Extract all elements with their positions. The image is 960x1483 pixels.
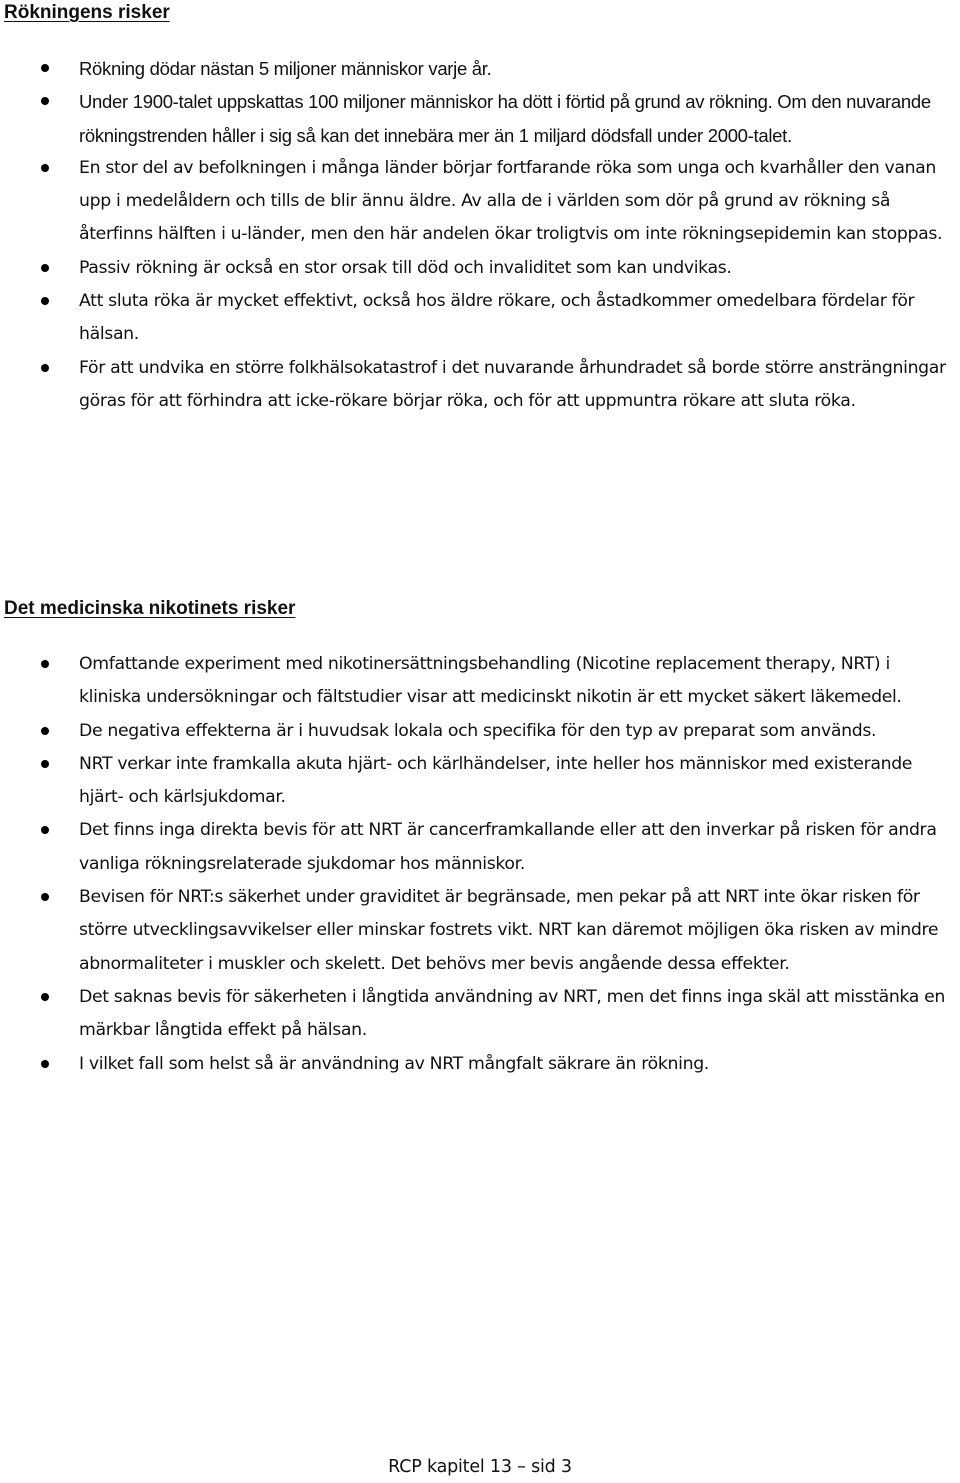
list-item: Under 1900-talet uppskattas 100 miljoner människor ha dött i förtid på grund av rökning. Om den nuvarande rökningstrenden håller i sig så kan det innebära mer än 1 miljard dödsfall under 2000-talet.	[0, 85, 956, 152]
list-item: Bevisen för NRT:s säkerhet under graviditet är begränsade, men pekar på att NRT inte ökar risken för större utvecklingsavvikelser eller minskar fostrets vikt. NRT kan däremot möjligen öka risken av mindre abnormaliteter i muskler och skelett. Det behövs mer bevis angående dessa effekter.	[0, 881, 956, 981]
section-heading-text: Det medicinska nikotinets risker	[4, 598, 296, 619]
list-item: I vilket fall som helst så är användning av NRT mångfalt säkrare än rökning.	[0, 1048, 956, 1081]
page-footer: RCP kapitel 13 – sid 3	[388, 1457, 572, 1477]
list-item: Omfattande experiment med nikotinersättningsbehandling (Nicotine replacement therapy, NRT) i kliniska undersökningar och fältstudier visar att medicinskt nikotin är ett mycket säkert läkemedel.	[0, 648, 956, 715]
list-item: För att undvika en större folkhälsokatastrof i det nuvarande århundradet så borde större ansträngningar göras för att förhindra att icke-rökare börjar röka, och för att uppmuntra rökare att sluta röka.	[0, 352, 956, 419]
list-item: Det saknas bevis för säkerheten i långtida användning av NRT, men det finns inga skäl att misstänka en märkbar långtida effekt på hälsan.	[0, 981, 956, 1048]
list-item: Rökning dödar nästan 5 miljoner människor varje år.	[0, 52, 956, 85]
section-heading-text: Rökningens risker	[4, 2, 170, 23]
section-heading-nicotine-risks	[4, 597, 295, 621]
smoking-risks-list	[0, 52, 956, 418]
list-item: Det finns inga direkta bevis för att NRT är cancerframkallande eller att den inverkar på risken för andra vanliga rökningsrelaterade sjukdomar hos människor.	[0, 814, 956, 881]
section-heading-smoking-risks	[4, 1, 170, 25]
list-item: Passiv rökning är också en stor orsak till död och invaliditet som kan undvikas.	[0, 252, 956, 285]
list-item: Att sluta röka är mycket effektivt, också hos äldre rökare, och åstadkommer omedelbara fördelar för hälsan.	[0, 285, 956, 352]
nicotine-risks-list	[0, 648, 956, 1081]
list-item: De negativa effekterna är i huvudsak lokala och specifika för den typ av preparat som används.	[0, 715, 956, 748]
list-item: NRT verkar inte framkalla akuta hjärt- och kärlhändelser, inte heller hos människor med existerande hjärt- och kärlsjukdomar.	[0, 748, 956, 815]
list-item: En stor del av befolkningen i många länder börjar fortfarande röka som unga och kvarhåller den vanan upp i medelåldern och tills de blir ännu äldre. Av alla de i världen som dör på grund av rökning så återfinns hälften i u-länder, men den här andelen ökar troligtvis om inte rökningsepidemin kan stoppas.	[0, 152, 956, 252]
